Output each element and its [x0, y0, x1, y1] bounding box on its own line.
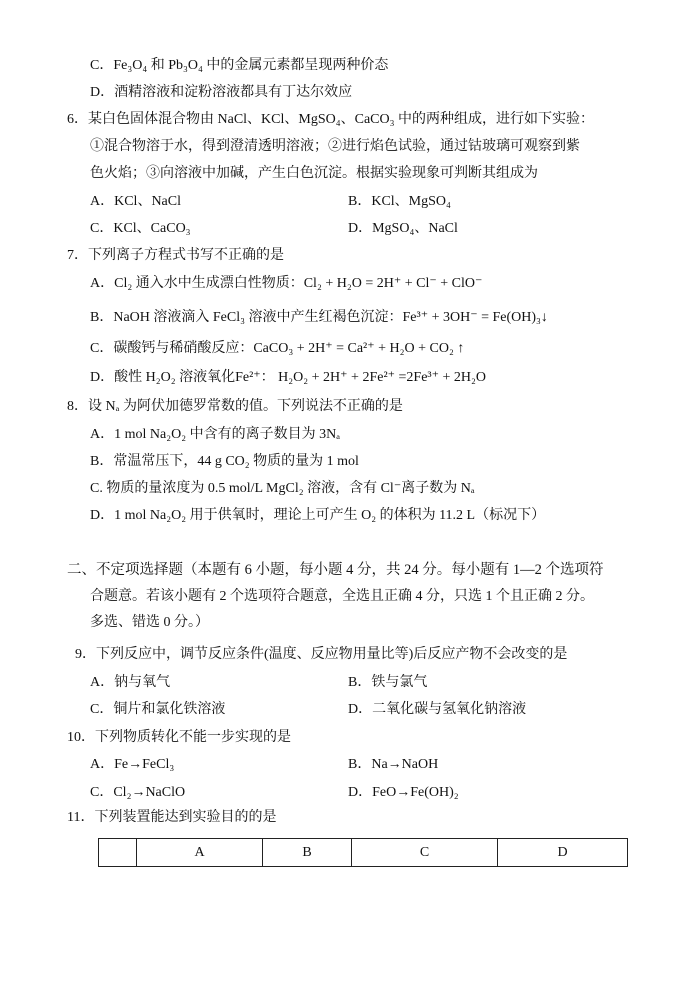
q8-stem: 8．设 Nₐ 为阿伏加德罗常数的值。下列说法不正确的是	[67, 399, 403, 414]
q10-option-b: B．Na→NaOH	[348, 757, 439, 772]
q8-option-d: D．1 mol Na₂O₂ 用于供氧时，理论上可产生 O₂ 的体积为 11.2 L（标况下）	[90, 508, 546, 523]
q7-option-c: C．碳酸钙与稀硝酸反应：CaCO₃ + 2H⁺ = Ca²⁺ + H₂O + CO₂ ↑	[90, 341, 465, 356]
table-header-c: C	[352, 839, 498, 867]
table-header-b: B	[263, 839, 352, 867]
q6-option-d: D．MgSO₄、NaCl	[348, 221, 458, 236]
q11-apparatus-table	[98, 838, 628, 867]
q6-option-b: B．KCl、MgSO₄	[348, 194, 451, 209]
q5-option-d: D．酒精溶液和淀粉溶液都具有丁达尔效应	[90, 85, 353, 100]
q6-stem-1: 6．某白色固体混合物由 NaCl、KCl、MgSO₄、CaCO₃ 中的两种组成，进行如下实验：	[67, 112, 594, 127]
q9-option-b: B．铁与氯气	[348, 675, 428, 690]
q8-option-b: B．常温常压下，44 g CO₂ 物质的量为 1 mol	[90, 454, 359, 469]
q10-option-c: C．Cl₂→NaClO	[90, 785, 186, 800]
section-2-instructions: 合题意。若该小题有 2 个选项符合题意，全选且正确 4 分，只选 1 个且正确 2 分。	[90, 589, 594, 604]
q10-stem: 10．下列物质转化不能一步实现的是	[67, 730, 291, 745]
q11-stem: 11．下列装置能达到实验目的的是	[67, 810, 277, 825]
table-header-row	[99, 839, 628, 867]
q7-option-b: B．NaOH 溶液滴入 FeCl₃ 溶液中产生红褐色沉淀：Fe³⁺ + 3OH⁻ = Fe(OH)₃↓	[90, 310, 548, 325]
q9-stem: 9．下列反应中，调节反应条件(温度、反应物用量比等)后反应产物不会改变的是	[75, 647, 568, 662]
q9-option-c: C．铜片和氯化铁溶液	[90, 702, 226, 717]
q9-option-a: A．钠与氧气	[90, 675, 171, 690]
q8-option-c: C. 物质的量浓度为 0.5 mol/L MgCl₂ 溶液，含有 Cl⁻离子数为 Nₐ	[90, 481, 475, 496]
section-2-heading: 二、不定项选择题（本题有 6 小题，每小题 4 分，共 24 分。每小题有 1—2 个选项符	[67, 562, 604, 578]
q10-option-d: D．FeO→Fe(OH)₂	[348, 785, 459, 800]
q7-option-d: D．酸性 H₂O₂ 溶液氧化Fe²⁺： H₂O₂ + 2H⁺ + 2Fe²⁺ =2Fe³⁺ + 2H₂O	[90, 370, 487, 385]
table-header-a: A	[137, 839, 263, 867]
q6-option-c: C．KCl、CaCO₃	[90, 221, 191, 236]
table-cell-blank	[99, 839, 137, 867]
section-2-instructions-end: 多选、错选 0 分。）	[90, 615, 209, 630]
table-header-d: D	[498, 839, 628, 867]
q6-stem-2: ①混合物溶于水，得到澄清透明溶液；②进行焰色试验，通过钴玻璃可观察到紫	[90, 139, 580, 154]
q7-option-a: A．Cl₂ 通入水中生成漂白性物质：Cl₂ + H₂O = 2H⁺ + Cl⁻ + ClO⁻	[90, 276, 483, 291]
q8-option-a: A．1 mol Na₂O₂ 中含有的离子数目为 3Nₐ	[90, 427, 341, 442]
q7-stem: 7．下列离子方程式书写不正确的是	[67, 248, 284, 263]
q6-option-a: A．KCl、NaCl	[90, 194, 181, 209]
q6-stem-3: 色火焰；③向溶液中加碱，产生白色沉淀。根据实验现象可判断其组成为	[90, 166, 538, 181]
q9-option-d: D．二氧化碳与氢氧化钠溶液	[348, 702, 527, 717]
q5-option-c: C．Fe₃O₄ 和 Pb₃O₄ 中的金属元素都呈现两种价态	[90, 58, 389, 73]
q10-option-a: A．Fe→FeCl₃	[90, 757, 175, 772]
